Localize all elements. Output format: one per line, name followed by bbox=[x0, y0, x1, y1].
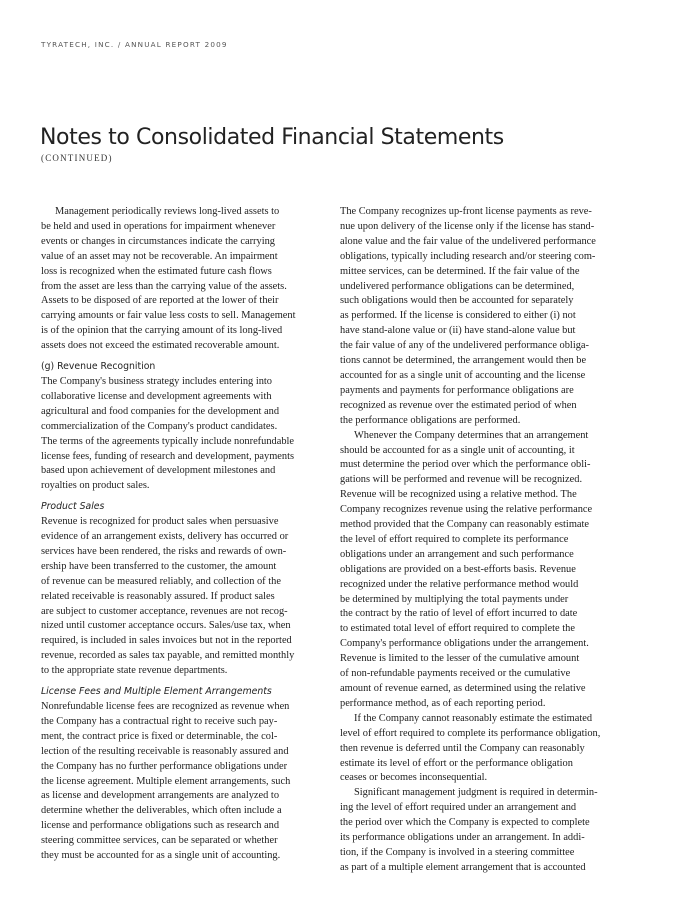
heading-license-fees: License Fees and Multiple Element Arrangements bbox=[41, 686, 272, 698]
text-line: value of an asset may not be recoverable. An impairment bbox=[41, 250, 278, 262]
paragraph-single-unit bbox=[340, 429, 622, 712]
text-line: events or changes in circumstances indicate the carrying bbox=[41, 235, 275, 247]
text-line: nized until customer acceptance occurs. Sales/use tax, when bbox=[41, 620, 291, 632]
text-line: Company recognizes revenue using the relative performance bbox=[340, 504, 593, 516]
text-line: as part of a multiple element arrangement that is accounted bbox=[340, 861, 586, 873]
paragraph-product-sales bbox=[41, 515, 324, 679]
text-line: tions cannot be determined, the arrangement would then be bbox=[340, 355, 587, 367]
text-line: level of effort required to complete its performance obligation, bbox=[340, 727, 601, 739]
text-line: alone value and the fair value of the undelivered performance bbox=[340, 235, 596, 247]
text-line: ing the level of effort required under an arrangement and bbox=[340, 802, 577, 814]
text-line: the fair value of any of the undelivered performance obliga- bbox=[340, 340, 589, 352]
text-line: Company's performance obligations under the arrangement. bbox=[340, 638, 589, 650]
text-line: Management periodically reviews long-lived assets to bbox=[55, 206, 280, 217]
text-line: assets does not exceed the estimated recoverable amount. bbox=[41, 340, 280, 352]
text-line: have stand-alone value or (ii) have stand-alone value but bbox=[340, 325, 576, 337]
text-line: be determined by multiplying the total payments under bbox=[340, 593, 569, 605]
text-line: obligations under an arrangement and such performance bbox=[340, 548, 574, 560]
text-line: lection of the resulting receivable is reasonably assured and bbox=[41, 745, 289, 757]
text-line: be held and used in operations for impairment whenever bbox=[41, 220, 276, 232]
text-line: revenue, recorded as sales tax payable, and remitted monthly bbox=[41, 650, 295, 662]
text-line: carrying amounts or fair value less costs to sell. Management bbox=[41, 310, 296, 322]
text-line: tion, if the Company is involved in a steering committee bbox=[340, 846, 575, 858]
text-line: amount of revenue earned, as determined using the relative bbox=[340, 683, 586, 694]
text-line: accounted for as a single unit of accounting and the license bbox=[340, 369, 586, 381]
text-line: based upon achievement of development milestones and bbox=[41, 465, 276, 477]
text-line: The Company recognizes up-front license payments as reve- bbox=[340, 206, 592, 217]
text-line: determine whether the deliverables, which often include a bbox=[41, 805, 282, 817]
text-line: its performance obligations under an arrangement. In addi- bbox=[340, 832, 585, 844]
text-line: from the asset are less than the carrying value of the assets. bbox=[41, 280, 287, 292]
text-line: should be accounted for as a single unit of accounting, it bbox=[340, 444, 575, 456]
heading-revenue-recognition: (g) Revenue Recognition bbox=[41, 361, 156, 373]
text-line: evidence of an arrangement exists, delivery has occurred or bbox=[41, 531, 289, 543]
text-line: mittee services, can be determined. If the fair value of the bbox=[340, 265, 580, 277]
text-line: the Company has a contractual right to receive such pay- bbox=[41, 715, 278, 727]
text-line: commercialization of the Company's product candidates. bbox=[41, 420, 278, 432]
text-line: such obligations would then be accounted for separately bbox=[340, 295, 574, 307]
text-line: royalties on product sales. bbox=[41, 480, 150, 492]
text-line: gations will be performed and revenue will be recognized. bbox=[340, 474, 583, 486]
text-line: related receivable is reasonably assured. If product sales bbox=[41, 590, 275, 602]
text-line: obligations, typically including research and/or steering com- bbox=[340, 250, 596, 262]
paragraph-upfront-license bbox=[340, 205, 622, 429]
text-line: they must be accounted for as a single unit of accounting. bbox=[41, 850, 281, 862]
text-line: of revenue can be measured reliably, and collection of the bbox=[41, 575, 281, 587]
text-line: the period over which the Company is expected to complete bbox=[340, 817, 590, 829]
text-line: must determine the period over which the performance obli- bbox=[340, 459, 591, 471]
text-line: method provided that the Company can reasonably estimate bbox=[340, 519, 590, 531]
right-column bbox=[340, 205, 622, 876]
text-line: Revenue will be recognized using a relative method. The bbox=[340, 489, 577, 501]
text-line: Revenue is limited to the lesser of the cumulative amount bbox=[340, 653, 580, 665]
text-line: ership have been transferred to the customer, the amount bbox=[41, 560, 277, 572]
text-line: Significant management judgment is required in determin- bbox=[354, 787, 598, 799]
text-line: recognized as revenue over the estimated period of when bbox=[340, 399, 577, 411]
text-line: ceases or becomes inconsequential. bbox=[340, 772, 488, 784]
page-title: Notes to Consolidated Financial Statements bbox=[40, 125, 504, 150]
text-line: obligations are provided on a best-efforts basis. Revenue bbox=[340, 563, 576, 575]
text-line: license and performance obligations such as research and bbox=[41, 820, 280, 832]
text-line: recognized under the relative performance method would bbox=[340, 578, 579, 590]
text-line: ment, the contract price is fixed or determinable, the col- bbox=[41, 730, 278, 742]
text-line: If the Company cannot reasonably estimate the estimated bbox=[354, 712, 593, 724]
text-line: then revenue is deferred until the Company can reasonably bbox=[340, 742, 585, 754]
text-line: undelivered performance obligations can be determined, bbox=[340, 280, 575, 292]
heading-product-sales: Product Sales bbox=[41, 501, 105, 513]
text-line: to the appropriate state revenue departments. bbox=[41, 665, 228, 677]
paragraph-management-judgment bbox=[340, 786, 622, 875]
text-line: nue upon delivery of the license only if the license has stand- bbox=[340, 220, 595, 232]
text-line: estimate its level of effort or the performance obligation bbox=[340, 757, 573, 769]
text-line: as license and development arrangements are analyzed to bbox=[41, 790, 280, 802]
text-line: the performance obligations are performed. bbox=[340, 414, 521, 426]
text-line: Nonrefundable license fees are recognized as revenue when bbox=[41, 701, 290, 712]
text-line: the level of effort required to complete its performance bbox=[340, 533, 569, 545]
text-line: payments and payments for performance obligations are bbox=[340, 384, 574, 396]
paragraph-business-strategy bbox=[41, 375, 324, 494]
text-line: loss is recognized when the estimated future cash flows bbox=[41, 265, 272, 277]
text-line: Revenue is recognized for product sales when persuasive bbox=[41, 516, 279, 528]
text-line: as performed. If the license is considered to either (i) not bbox=[340, 310, 576, 322]
text-line: agricultural and food companies for the development and bbox=[41, 405, 280, 417]
text-line: the contract by the ratio of level of effort incurred to date bbox=[340, 608, 578, 620]
paragraph-impairment bbox=[41, 205, 324, 354]
text-line: are subject to customer acceptance, revenues are not recog- bbox=[41, 605, 288, 617]
text-line: The terms of the agreements typically include nonrefundable bbox=[41, 435, 295, 447]
text-line: license fees, funding of research and development, payments bbox=[41, 450, 295, 462]
page-subtitle: (CONTINUED) bbox=[41, 153, 113, 163]
paragraph-license-fees bbox=[41, 700, 324, 864]
text-line: performance method, as of each reporting period. bbox=[340, 697, 546, 709]
text-line: The Company's business strategy includes entering into bbox=[41, 375, 273, 387]
text-line: the Company has no further performance obligations under bbox=[41, 760, 288, 772]
text-line: steering committee services, can be separated or whether bbox=[41, 835, 278, 847]
text-line: Assets to be disposed of are reported at the lower of their bbox=[41, 295, 279, 307]
text-line: collaborative license and development agreements with bbox=[41, 390, 272, 402]
text-line: services have been rendered, the risks and rewards of own- bbox=[41, 545, 287, 557]
text-line: to estimated total level of effort required to complete the bbox=[340, 623, 575, 635]
running-head: TYRATECH, INC. / ANNUAL REPORT 2009 bbox=[41, 40, 228, 49]
paragraph-deferred-revenue bbox=[340, 712, 622, 787]
text-line: required, is included in sales invoices but not in the reported bbox=[41, 635, 292, 647]
text-line: Whenever the Company determines that an arrangement bbox=[354, 429, 589, 441]
text-line: the license agreement. Multiple element arrangements, such bbox=[41, 775, 291, 787]
text-line: of non-refundable payments received or the cumulative bbox=[340, 668, 571, 680]
left-column bbox=[41, 205, 324, 864]
text-line: is of the opinion that the carrying amount of its long-lived bbox=[41, 325, 283, 337]
